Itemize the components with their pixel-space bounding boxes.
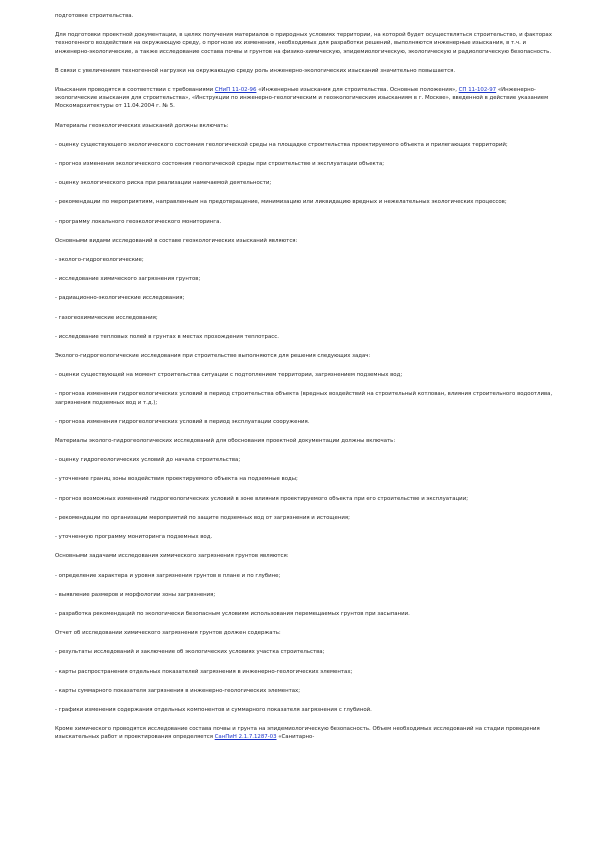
paragraph-text: - карты суммарного показателя загрязнения в инженерно-геологических элементах; [55,687,301,694]
paragraph-text: подготовке строительства. [55,13,134,19]
paragraph-text: - газогеохимические исследования; [55,314,158,321]
paragraph [55,456,560,464]
paragraph-text: Кроме химического проводятся исследование состава почвы и грунта на эпидемиологическую безопасность. Объем необходимых исследований на стадии проведения изыскательных работ и проектирования определяется [55,726,540,741]
paragraph-text: Материалы эколого-гидрогеологических исследований для обоснования проектной документации должны включать: [55,438,396,445]
paragraph [55,86,560,111]
paragraph-text: Отчет об исследовании химического загрязнения грунтов должен содержать: [55,630,281,637]
paragraph [55,390,560,406]
paragraph [55,122,560,130]
paragraph-text: - исследование тепловых полей в грунтах в местах прохождения теплотрасс. [55,333,279,340]
paragraph-text: - графики изменения содержания отдельных компонентов и суммарного показателя загрязнения с глубиной. [55,706,372,713]
paragraph [55,141,560,149]
paragraph-text: - прогноз возможных изменений гидрогеологических условий в зоне влияния проектируемого объекта при его строительстве и эксплуатации; [55,495,469,502]
paragraph [55,67,560,75]
paragraph [55,275,560,283]
document-link[interactable]: СП 11-102-97 [458,87,497,94]
paragraph-text: - программу локального геоэкологического мониторинга. [55,218,222,225]
paragraph [55,629,560,637]
paragraph [55,294,560,302]
paragraph [55,314,560,322]
paragraph [55,371,560,379]
paragraph [55,610,560,618]
paragraph [55,475,560,483]
paragraph-text: - определение характера и уровня загрязнения грунтов в плане и по глубине; [55,572,281,579]
paragraph-text: - рекомендации по организации мероприятий по защите подземных вод от загрязнения и истощения; [55,514,350,521]
paragraph-text: Основными видами исследований в составе геоэкологических изысканий являются: [55,237,298,244]
paragraph-text: - оценку гидрогеологических условий до начала строительства; [55,457,241,464]
paragraph [55,648,560,656]
paragraph-text: Эколого-гидрогеологические исследования при строительстве выполняются для решения следующих задач: [55,353,371,360]
document-link[interactable]: СНиП 11-02-96 [214,87,257,94]
paragraph-text: - оценку экологического риска при реализации намечаемой деятельности; [55,180,272,187]
paragraph [55,437,560,445]
paragraph [55,495,560,503]
paragraph-text: В связи с увеличением техногенной нагрузки на окружающую среду роль инженерно-экологических изысканий значительно повышается. [55,67,456,74]
paragraph-text: - рекомендации по мероприятиям, направленным на предотвращение, минимизацию или ликвидацию вредных и нежелательных экологических процессов; [55,199,507,206]
paragraph-text: - прогноз изменения экологического состояния геологической среды при строительстве и эксплуатации объекта; [55,161,385,168]
paragraph [55,12,560,20]
paragraph [55,552,560,560]
document-link[interactable]: СанПиН 2.1.7.1287-03 [214,734,277,741]
paragraph-text: - прогноза изменения гидрогеологических условий в период строительства объекта (вредных воздействий на строительный котлован, влияния строительного водоотлива, загрязнения подземных вод и т.д.); [55,391,553,406]
paragraph-text: - радиационно-экологические исследования; [55,295,185,302]
paragraph-text: - разработка рекомендаций по экологически безопасным условиям использования перемещаемых грунтов при засыпании. [55,610,410,617]
paragraph-text: - уточнение границ зоны воздействия проектируемого объекта на подземные воды; [55,476,298,483]
paragraph-text: Для подготовки проектной документации, в целях получения материалов о природных условиях территории, на которой будет осуществляться строительство, и факторах техногенного воздействия на окружающую среду, о прогнозе их изменения, необходимых для разработки решений, выполняются инженерные изыскания, в т.ч. и инженерно-экологические, а также исследование состава почвы и грунтов на физико-химическую, эпидемиологическую, экологическую и радиологическую безопасность. [55,32,552,55]
paragraph-text: - оценку существующего экологического состояния геологической среды на площадке строительства проектируемого объекта и прилегающих территорий; [55,141,508,148]
paragraph-text: - исследование химического загрязнения грунтов; [55,276,201,283]
paragraph [55,352,560,360]
document-page [55,12,560,753]
paragraph-text: Материалы геоэкологических изысканий должны включать: [55,122,229,129]
paragraph-text: - уточненную программу мониторинга подземных вод. [55,534,213,541]
paragraph-text: «Инженерно-экологические изыскания для строительства», «Инструкции по инженерно-геологическим и геоэкологическим изысканиям в г. Москве», введенной в действие указанием Москомархитектуры от 11.04.2004 г. № 5. [55,87,549,110]
paragraph [55,333,560,341]
paragraph [55,572,560,580]
paragraph-text: - эколого-гидрогеологические; [55,257,144,264]
paragraph [55,218,560,226]
paragraph-text: Основными задачами исследования химического загрязнения грунтов являются: [55,553,289,560]
paragraph [55,725,560,741]
paragraph [55,591,560,599]
paragraph [55,687,560,695]
paragraph [55,256,560,264]
paragraph-text: - оценки существующей на момент строительства ситуации с подтоплением территории, загрязнением подземных вод; [55,372,403,379]
paragraph-text: - результаты исследований и заключение об экологических условиях участка строительства; [55,649,325,656]
paragraph [55,706,560,714]
paragraph [55,198,560,206]
paragraph-text: - карты распространения отдельных показателей загрязнения в инженерно-геологических элементах; [55,668,353,675]
paragraph-text: «Санитарно- [276,734,315,741]
paragraph-text: - прогноза изменения гидрогеологических условий в период эксплуатации сооружения. [55,418,310,425]
paragraph [55,179,560,187]
paragraph-text: - выявление размеров и морфологии зоны загрязнения; [55,591,216,598]
paragraph [55,514,560,522]
paragraph [55,418,560,426]
paragraph [55,668,560,676]
paragraph [55,533,560,541]
paragraph [55,160,560,168]
paragraph-text: Изыскания проводятся в соответствии с требованиями [55,87,215,94]
paragraph [55,237,560,245]
paragraph [55,31,560,56]
paragraph-text: «Инженерные изыскания для строительства. Основные положения», [256,87,459,94]
